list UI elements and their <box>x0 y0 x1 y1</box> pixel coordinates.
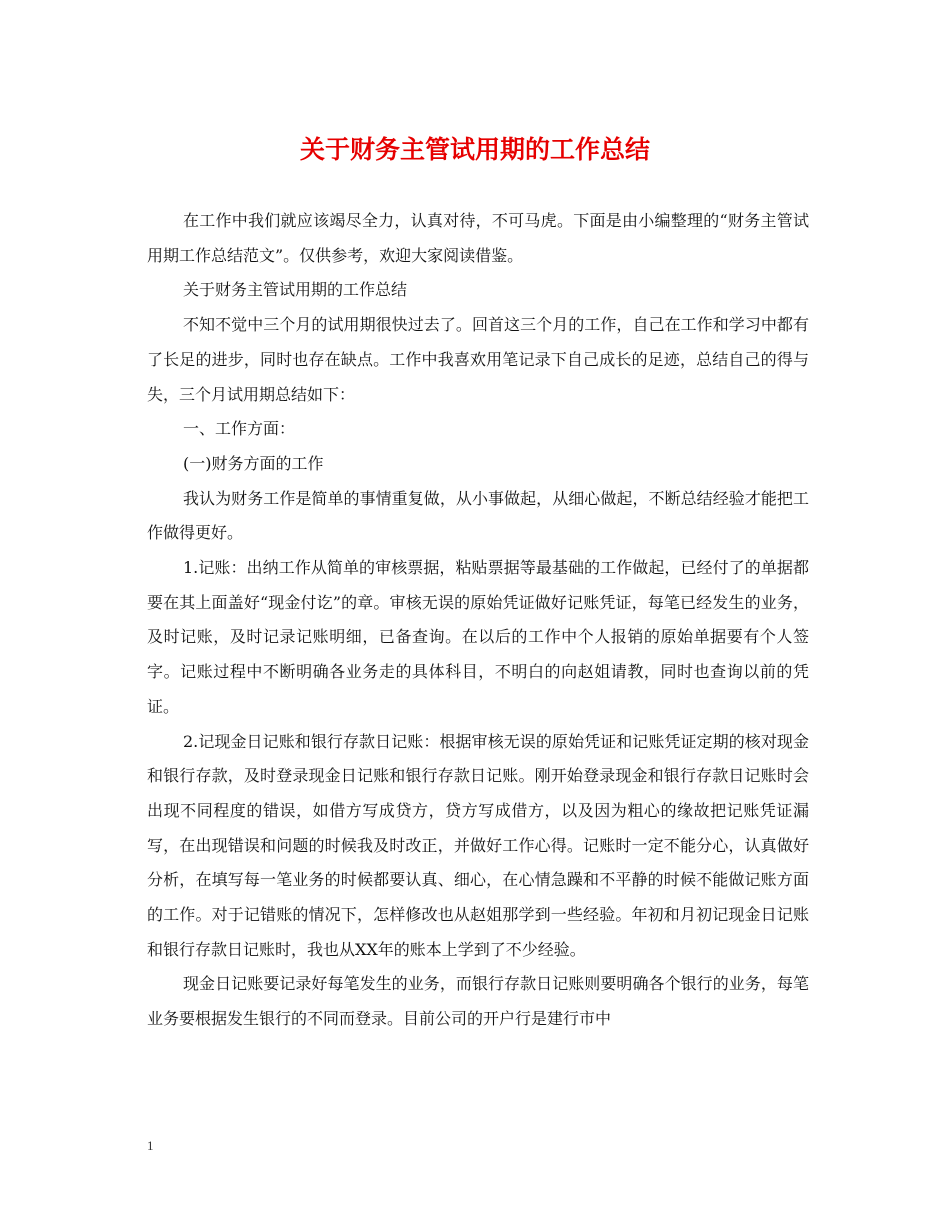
paragraph: 我认为财务工作是简单的事情重复做，从小事做起，从细心做起，不断总结经验才能把工作做得更好。 <box>147 488 809 543</box>
document-title: 关于财务主管试用期的工作总结 <box>299 135 650 164</box>
paragraph: 1.记账：出纳工作从简单的审核票据，粘贴票据等最基础的工作做起，已经付了的单据都要在其上面盖好“现金付讫”的章。审核无误的原始凭证做好记账凭证，每笔已经发生的业务，及时记账，及时记录记账明细，已备查询。在以后的工作中个人报销的原始单据要有个人签字。记账过程中不断明确各业务走的具体科目，不明白的向赵姐请教，同时也查询以前的凭证。 <box>147 558 809 716</box>
paragraph: 2.记现金日记账和银行存款日记账：根据审核无误的原始凭证和记账凭证定期的核对现金和银行存款，及时登录现金日记账和银行存款日记账。刚开始登录现金和银行存款日记账时会出现不同程度的错误，如借方写成贷方，贷方写成借方，以及因为粗心的缘故把记账凭证漏写，在出现错误和问题的时候我及时改正，并做好工作心得。记账时一定不能分心，认真做好分析，在填写每一笔业务的时候都要认真、细心，在心情急躁和不平静的时候不能做记账方面的工作。对于记错账的情况下，怎样修改也从赵姐那学到一些经验。年初和月初记现金日记账和银行存款日记账时，我也从XX年的账本上学到了不少经验。 <box>147 731 809 959</box>
section-heading: 一、工作方面： <box>183 419 296 439</box>
paragraph: 不知不觉中三个月的试用期很快过去了。回首这三个月的工作，自己在工作和学习中都有了长足的进步，同时也存在缺点。工作中我喜欢用笔记录下自己成长的足迹，总结自己的得与失，三个月试用期总结如下： <box>147 315 809 404</box>
document-body <box>147 204 809 1037</box>
paragraph-subtitle: 关于财务主管试用期的工作总结 <box>183 280 408 300</box>
page-number: 1 <box>147 1138 154 1153</box>
paragraph: 现金日记账要记录好每笔发生的业务，而银行存款日记账则要明确各个银行的业务，每笔业务要根据发生银行的不同而登录。目前公司的开户行是建行市中 <box>147 974 809 1029</box>
subsection-heading: (一)财务方面的工作 <box>183 453 324 473</box>
paragraph-intro: 在工作中我们就应该竭尽全力，认真对待，不可马虎。下面是由小编整理的“财务主管试用期工作总结范文”。仅供参考，欢迎大家阅读借鉴。 <box>147 211 809 265</box>
